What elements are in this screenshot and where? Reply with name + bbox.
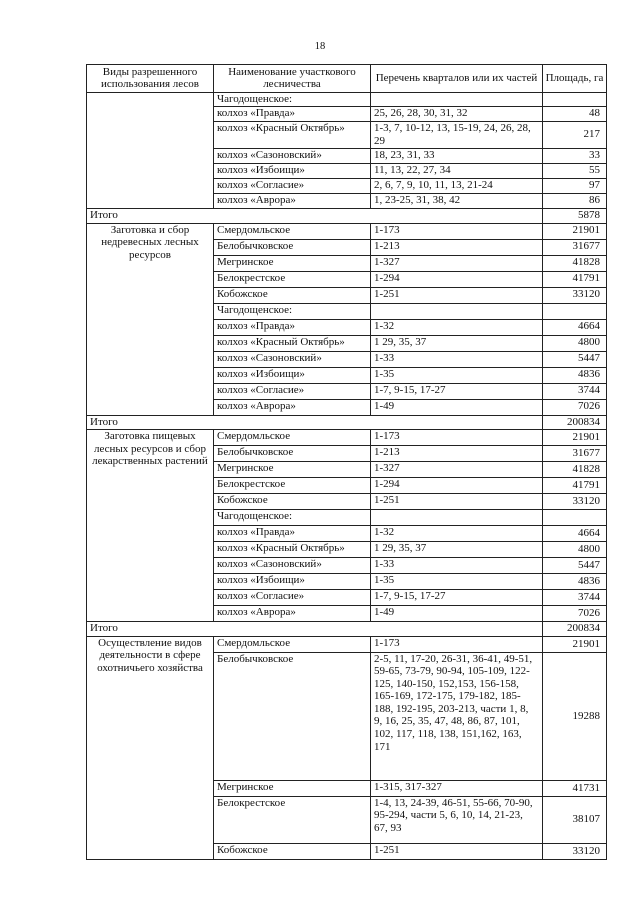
- area-cell: 41828: [543, 462, 607, 478]
- table-row: [87, 430, 607, 446]
- quarters-cell: 1-32: [371, 526, 543, 542]
- table-body: [87, 92, 607, 859]
- forestry-cell: Чагодощенское:: [214, 510, 371, 526]
- forestry-cell: Мегринское: [214, 255, 371, 271]
- area-cell: 31677: [543, 239, 607, 255]
- area-cell: 200834: [543, 622, 607, 637]
- forestry-cell: Смердомльское: [214, 430, 371, 446]
- forestry-cell: колхоз «Правда»: [214, 526, 371, 542]
- area-cell: 4664: [543, 526, 607, 542]
- forestry-cell: Чагодощенское:: [214, 92, 371, 107]
- area-cell: 4664: [543, 319, 607, 335]
- total-label: Итого: [87, 622, 543, 637]
- forestry-cell: колхоз «Аврора»: [214, 399, 371, 415]
- forestry-cell: Мегринское: [214, 780, 371, 796]
- quarters-cell: 1-49: [371, 399, 543, 415]
- quarters-cell: 1-251: [371, 287, 543, 303]
- header-area: Площадь, га: [543, 65, 607, 93]
- quarters-cell: 1-294: [371, 478, 543, 494]
- quarters-cell: 1 29, 35, 37: [371, 542, 543, 558]
- area-cell: 38107: [543, 796, 607, 843]
- header-quarters: Перечень кварталов или их частей: [371, 65, 543, 93]
- table-row: [87, 415, 607, 430]
- quarters-cell: 1-35: [371, 574, 543, 590]
- forestry-cell: Белобычковское: [214, 446, 371, 462]
- area-cell: 4800: [543, 335, 607, 351]
- forestry-cell: Белокрестское: [214, 478, 371, 494]
- forest-use-table: [86, 64, 607, 860]
- quarters-cell: 1-251: [371, 494, 543, 510]
- use-kind-cell: Заготовка пищевых лесных ресурсов и сбор лекарственных растений: [87, 430, 214, 622]
- table-row: [87, 223, 607, 239]
- quarters-cell: 1-7, 9-15, 17-27: [371, 590, 543, 606]
- quarters-cell: 1 29, 35, 37: [371, 335, 543, 351]
- total-label: Итого: [87, 415, 543, 430]
- area-cell: 4800: [543, 542, 607, 558]
- area-cell: [543, 510, 607, 526]
- quarters-cell: 2-5, 11, 17-20, 26-31, 36-41, 49-51, 59-65, 73-79, 90-94, 105-109, 122-125, 140-150, 152,153, 156-158, 165-169, 172-175, 179-182, 185-188, 192-195, 203-213, части 1, 8, 9, 16, 25, 35, 47, 48, 86, 87, 101, 102, 117, 118, 138, 151,162, 163, 171: [371, 652, 543, 780]
- forestry-cell: Чагодощенское:: [214, 303, 371, 319]
- area-cell: 33: [543, 149, 607, 164]
- forestry-cell: Смердомльское: [214, 636, 371, 652]
- quarters-cell: 1-4, 13, 24-39, 46-51, 55-66, 70-90, 95-294, части 5, 6, 10, 14, 21-23, 67, 93: [371, 796, 543, 843]
- quarters-cell: 1, 23-25, 31, 38, 42: [371, 194, 543, 209]
- table-row: [87, 92, 607, 107]
- quarters-cell: 25, 26, 28, 30, 31, 32: [371, 107, 543, 122]
- area-cell: 7026: [543, 606, 607, 622]
- use-kind-cell: Осуществление видов деятельности в сфере охотничьего хозяйства: [87, 636, 214, 859]
- quarters-cell: [371, 510, 543, 526]
- area-cell: 21901: [543, 636, 607, 652]
- quarters-cell: 1-213: [371, 446, 543, 462]
- header-kind: Виды разрешенного использования лесов: [87, 65, 214, 93]
- forestry-cell: колхоз «Согласие»: [214, 383, 371, 399]
- area-cell: 33120: [543, 494, 607, 510]
- quarters-cell: 1-35: [371, 367, 543, 383]
- forestry-cell: Смердомльское: [214, 223, 371, 239]
- forestry-cell: Мегринское: [214, 462, 371, 478]
- forestry-cell: колхоз «Согласие»: [214, 590, 371, 606]
- forestry-cell: колхоз «Избоищи»: [214, 574, 371, 590]
- forestry-cell: колхоз «Правда»: [214, 107, 371, 122]
- forestry-cell: Белобычковское: [214, 239, 371, 255]
- area-cell: 41791: [543, 478, 607, 494]
- forestry-cell: колхоз «Правда»: [214, 319, 371, 335]
- forestry-cell: колхоз «Красный Октябрь»: [214, 122, 371, 149]
- area-cell: 33120: [543, 287, 607, 303]
- forestry-cell: Белокрестское: [214, 796, 371, 843]
- quarters-cell: 1-294: [371, 271, 543, 287]
- quarters-cell: 2, 6, 7, 9, 10, 11, 13, 21-24: [371, 179, 543, 194]
- forestry-cell: колхоз «Красный Октябрь»: [214, 542, 371, 558]
- area-cell: 3744: [543, 383, 607, 399]
- page-number: 18: [314, 41, 326, 52]
- table-row: [87, 622, 607, 637]
- area-cell: 4836: [543, 367, 607, 383]
- quarters-cell: 1-327: [371, 462, 543, 478]
- quarters-cell: 1-33: [371, 558, 543, 574]
- table-row: [87, 636, 607, 652]
- area-cell: [543, 303, 607, 319]
- quarters-cell: [371, 92, 543, 107]
- forestry-cell: колхоз «Сазоновский»: [214, 351, 371, 367]
- quarters-cell: 1-251: [371, 843, 543, 859]
- area-cell: 7026: [543, 399, 607, 415]
- total-label: Итого: [87, 209, 543, 224]
- quarters-cell: 1-49: [371, 606, 543, 622]
- area-cell: 19288: [543, 652, 607, 780]
- area-cell: 21901: [543, 430, 607, 446]
- quarters-cell: 18, 23, 31, 33: [371, 149, 543, 164]
- forestry-cell: колхоз «Избоищи»: [214, 164, 371, 179]
- quarters-cell: 1-33: [371, 351, 543, 367]
- area-cell: 97: [543, 179, 607, 194]
- quarters-cell: 1-315, 317-327: [371, 780, 543, 796]
- forestry-cell: колхоз «Красный Октябрь»: [214, 335, 371, 351]
- area-cell: [543, 92, 607, 107]
- quarters-cell: 1-7, 9-15, 17-27: [371, 383, 543, 399]
- area-cell: 5447: [543, 558, 607, 574]
- area-cell: 21901: [543, 223, 607, 239]
- forestry-cell: колхоз «Избоищи»: [214, 367, 371, 383]
- area-cell: 41791: [543, 271, 607, 287]
- forestry-cell: колхоз «Аврора»: [214, 606, 371, 622]
- quarters-cell: 11, 13, 22, 27, 34: [371, 164, 543, 179]
- quarters-cell: 1-327: [371, 255, 543, 271]
- use-kind-cell: [87, 92, 214, 209]
- area-cell: 5447: [543, 351, 607, 367]
- area-cell: 5878: [543, 209, 607, 224]
- area-cell: 3744: [543, 590, 607, 606]
- area-cell: 86: [543, 194, 607, 209]
- area-cell: 31677: [543, 446, 607, 462]
- forestry-cell: Белокрестское: [214, 271, 371, 287]
- forestry-cell: Кобожское: [214, 287, 371, 303]
- forestry-cell: колхоз «Согласие»: [214, 179, 371, 194]
- quarters-cell: 1-32: [371, 319, 543, 335]
- forestry-cell: колхоз «Аврора»: [214, 194, 371, 209]
- forestry-cell: колхоз «Сазоновский»: [214, 558, 371, 574]
- area-cell: 41731: [543, 780, 607, 796]
- area-cell: 200834: [543, 415, 607, 430]
- header-row: [87, 65, 607, 93]
- quarters-cell: 1-173: [371, 223, 543, 239]
- header-forestry: Наименование участкового лесничества: [214, 65, 371, 93]
- area-cell: 217: [543, 122, 607, 149]
- area-cell: 55: [543, 164, 607, 179]
- area-cell: 4836: [543, 574, 607, 590]
- quarters-cell: 1-173: [371, 430, 543, 446]
- quarters-cell: 1-173: [371, 636, 543, 652]
- quarters-cell: [371, 303, 543, 319]
- quarters-cell: 1-3, 7, 10-12, 13, 15-19, 24, 26, 28, 29: [371, 122, 543, 149]
- quarters-cell: 1-213: [371, 239, 543, 255]
- area-cell: 41828: [543, 255, 607, 271]
- forestry-cell: Белобычковское: [214, 652, 371, 780]
- table-row: [87, 209, 607, 224]
- use-kind-cell: Заготовка и сбор недревесных лесных ресурсов: [87, 223, 214, 415]
- area-cell: 48: [543, 107, 607, 122]
- forestry-cell: Кобожское: [214, 843, 371, 859]
- forestry-cell: колхоз «Сазоновский»: [214, 149, 371, 164]
- area-cell: 33120: [543, 843, 607, 859]
- forestry-cell: Кобожское: [214, 494, 371, 510]
